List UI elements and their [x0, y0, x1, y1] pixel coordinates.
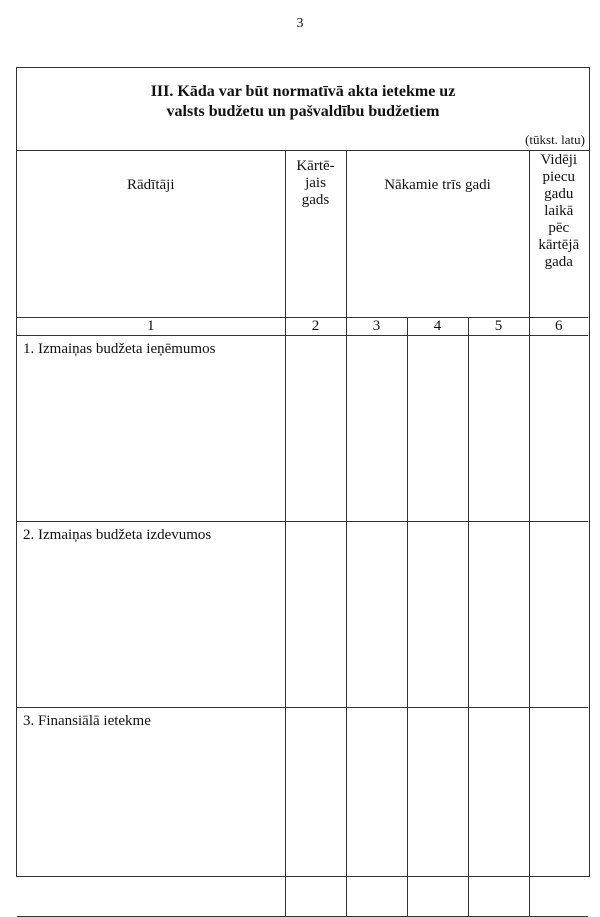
units-label: (tūkst. latu) — [525, 132, 585, 147]
value-cell — [285, 522, 346, 708]
table-row-expenditure-changes — [17, 522, 588, 708]
header-five-year-average: Vidēji piecu gadu laikā pēc kārtējā gada — [529, 150, 588, 318]
header-indicators: Rādītāji — [17, 150, 285, 318]
data-grid — [17, 150, 588, 917]
value-cell — [468, 522, 529, 708]
value-cell — [468, 336, 529, 522]
title-line-1: III. Kāda var būt normatīvā akta ietekme uz — [150, 83, 456, 100]
table-row-revenue-changes — [17, 336, 588, 522]
column-number-row — [17, 318, 588, 336]
column-number: 5 — [468, 318, 529, 336]
table-title-area — [17, 68, 589, 151]
value-cell — [529, 708, 588, 917]
value-cell — [529, 336, 588, 522]
budget-impact-table — [16, 67, 590, 877]
column-number: 3 — [346, 318, 407, 336]
value-cell — [407, 336, 468, 522]
table-row-financial-impact — [17, 708, 588, 917]
title-line-2: valsts budžetu un pašvaldību budžetiem — [166, 103, 440, 120]
row-label: 2. Izmaiņas budžeta izdevumos — [17, 522, 285, 708]
page-number: 3 — [296, 16, 304, 31]
row-label: 1. Izmaiņas budžeta ieņēmumos — [17, 336, 285, 522]
value-cell — [346, 708, 407, 917]
header-current-year: Kārtē- jais gads — [285, 150, 346, 318]
value-cell — [468, 708, 529, 917]
value-cell — [285, 708, 346, 917]
column-number: 1 — [17, 318, 285, 336]
value-cell — [529, 522, 588, 708]
value-cell — [346, 522, 407, 708]
column-number: 2 — [285, 318, 346, 336]
value-cell — [407, 708, 468, 917]
value-cell — [285, 336, 346, 522]
column-number: 4 — [407, 318, 468, 336]
header-row — [17, 150, 588, 318]
row-label: 3. Finansiālā ietekme — [17, 708, 285, 917]
column-number: 6 — [529, 318, 588, 336]
value-cell — [407, 522, 468, 708]
value-cell — [346, 336, 407, 522]
table-title — [17, 82, 589, 122]
header-next-three-years: Nākamie trīs gadi — [346, 150, 529, 318]
